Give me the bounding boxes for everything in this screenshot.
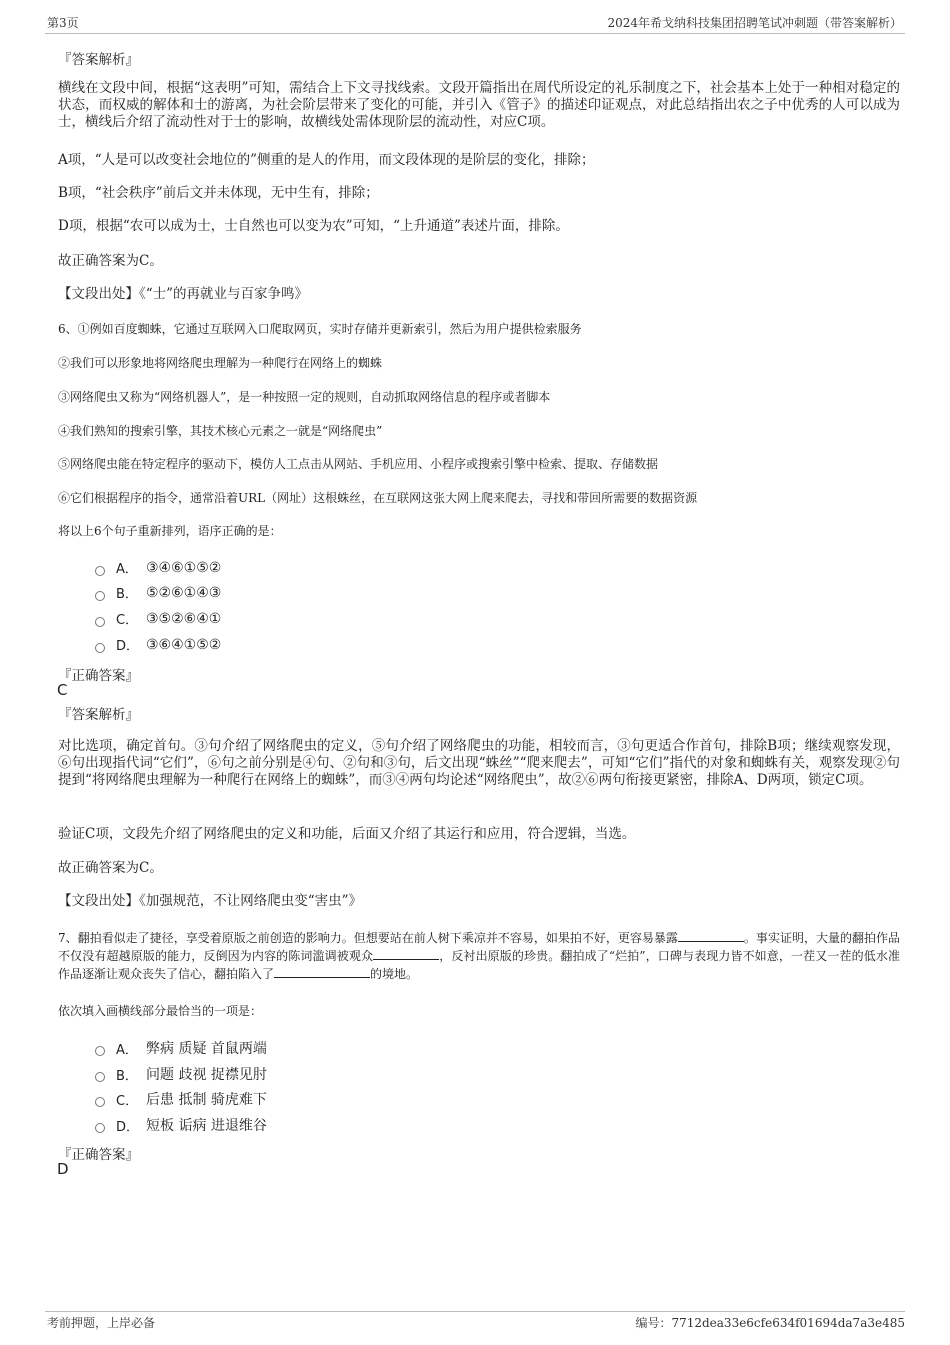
option-text: 后患 抵制 骑虎难下: [146, 1092, 267, 1108]
q6-sentence-5: ⑤网络爬虫能在特定程序的驱动下，模仿人工点击从网站、手机应用、小程序或搜索引擎中检索、提取、存储数据: [58, 457, 659, 471]
q6-answer: C: [57, 681, 68, 699]
q6-sentence-4: ④我们熟知的搜索引擎，其技术核心元素之一就是“网络爬虫”: [58, 424, 383, 438]
option-text: ③④⑥①⑤②: [146, 559, 222, 576]
q7-text-part-1: 7、翻拍看似走了捷径，享受着原版之前创造的影响力。但想要站在前人树下乘凉并不容易，如果拍不好，更容易暴露: [58, 931, 678, 945]
q5-option-b-note: B项，“社会秩序”前后文并未体现，无中生有，排除；: [58, 185, 379, 201]
radio-icon[interactable]: [95, 1097, 105, 1107]
q6-conclusion: 故正确答案为C。: [58, 860, 163, 876]
q6-option-a[interactable]: [95, 558, 221, 577]
option-text: ⑤②⑥①④③: [146, 584, 222, 601]
q7-answer: D: [57, 1160, 69, 1178]
q7-answer-label: 『正确答案』: [58, 1147, 139, 1163]
q6-analysis-label: 『答案解析』: [58, 707, 139, 723]
radio-icon[interactable]: [95, 1046, 105, 1056]
q7-prompt: 依次填入画横线部分最恰当的一项是：: [58, 1004, 263, 1018]
q7-question-text: [58, 929, 900, 983]
option-key: A．: [116, 1042, 138, 1058]
q6-source: 【文段出处】《加强规范，不让网络爬虫变“害虫”》: [58, 893, 363, 909]
q7-text-part-2: 。事实证明，大量的翻拍作品不仅没有超越原版的能力，反倒因为内容的陈词滥调被观众: [58, 931, 900, 963]
option-text: 短板 诟病 进退维谷: [146, 1118, 267, 1134]
radio-icon[interactable]: [95, 591, 105, 601]
q6-sentence-1: 6、①例如百度蜘蛛，它通过互联网入口爬取网页，实时存储并更新索引，然后为用户提供检索服务: [58, 322, 582, 336]
q6-sentence-2: ②我们可以形象地将网络爬虫理解为一种爬行在网络上的蜘蛛: [58, 356, 383, 370]
footer-slogan: 考前押题，上岸必备: [47, 1316, 156, 1330]
radio-icon[interactable]: [95, 566, 105, 576]
q7-text-part-3: ，反衬出原版的珍贵。翻拍成了“烂拍”，口碑与表现力皆不如意，一茬又一茬的低水准作品逐渐让观众丧失了信心，翻拍陷入了: [58, 949, 900, 981]
q6-sentence-6: ⑥它们根据程序的指令，通常沿着URL（网址）这根蛛丝，在互联网这张大网上爬来爬去，寻找和带回所需要的数据资源: [58, 491, 698, 505]
q6-verify: 验证C项，文段先介绍了网络爬虫的定义和功能，后面又介绍了其运行和应用，符合逻辑，当选。: [58, 826, 636, 842]
q5-source: 【文段出处】《“士”的再就业与百家争鸣》: [58, 286, 309, 302]
header-page-number: 第3页: [47, 16, 79, 30]
footer-document-code: 编号：7712dea33e6cfe634f01694da7a3e485: [635, 1316, 905, 1330]
option-key: B．: [116, 1068, 138, 1084]
header-document-title: 2024年希戈纳科技集团招聘笔试冲刺题（带答案解析）: [607, 16, 902, 30]
q5-conclusion: 故正确答案为C。: [58, 253, 163, 269]
option-key: C．: [116, 1093, 139, 1109]
q6-option-d[interactable]: [95, 635, 221, 654]
option-text: 弊病 质疑 首鼠两端: [146, 1041, 267, 1057]
option-key: D．: [116, 1119, 140, 1135]
radio-icon[interactable]: [95, 643, 105, 653]
q7-blank-1: [678, 929, 744, 942]
option-key: A．: [116, 562, 138, 577]
footer-divider: [45, 1311, 905, 1312]
q7-option-a[interactable]: [95, 1038, 267, 1058]
option-text: ③⑥④①⑤②: [146, 636, 222, 653]
q7-text-part-4: 的境地。: [370, 967, 419, 981]
q5-analysis-text: 横线在文段中间，根据“这表明”可知，需结合上下文寻找线索。文段开篇指出在周代所设定的礼乐制度之下，社会基本上处于一种相对稳定的状态，而权威的解体和士的游离，为社会阶层带来了变化的可能，并引入《管子》的描述印证观点，对此总结指出农之子中优秀的人可以成为士，横线后介绍了流动性对于士的影响，故横线处需体现阶层的流动性，对应C项。: [58, 80, 900, 130]
option-text: 问题 歧视 捉襟见肘: [146, 1067, 267, 1083]
header-divider: [45, 33, 905, 34]
q6-option-c[interactable]: [95, 609, 221, 628]
option-text: ③⑤②⑥④①: [146, 610, 222, 627]
radio-icon[interactable]: [95, 1123, 105, 1133]
q6-answer-label: 『正确答案』: [58, 668, 139, 684]
option-key: B．: [116, 587, 138, 602]
radio-icon[interactable]: [95, 1072, 105, 1082]
option-key: D．: [116, 639, 140, 654]
q7-option-d[interactable]: [95, 1115, 267, 1135]
q7-blank-3: [274, 965, 370, 978]
q5-option-a-note: A项，“人是可以改变社会地位的”侧重的是人的作用，而文段体现的是阶层的变化，排除；: [58, 152, 595, 168]
radio-icon[interactable]: [95, 617, 105, 627]
option-key: C．: [116, 613, 139, 628]
q7-blank-2: [373, 947, 439, 960]
q6-prompt: 将以上6个句子重新排列，语序正确的是：: [58, 524, 282, 538]
q6-analysis-text: 对比选项，确定首句。③句介绍了网络爬虫的定义，⑤句介绍了网络爬虫的功能，相较而言，③句更适合作首句，排除B项；继续观察发现，⑥句出现指代词“它们”，⑥句之前分别是④句、②句和③句，后文出现“蛛丝”“爬来爬去”，可知“它们”指代的对象和蜘蛛有关，观察发现②句提到“将网络爬虫理解为一种爬行在网络上的蜘蛛”，而③④两句均论述“网络爬虫”，故②⑥两句衔接更紧密，排除A、D两项，锁定C项。: [58, 738, 900, 788]
q6-sentence-3: ③网络爬虫又称为“网络机器人”，是一种按照一定的规则，自动抓取网络信息的程序或者脚本: [58, 390, 551, 404]
q6-option-b[interactable]: [95, 583, 221, 602]
q7-option-c[interactable]: [95, 1089, 267, 1109]
q7-option-b[interactable]: [95, 1064, 267, 1084]
q5-analysis-label: 『答案解析』: [58, 52, 139, 68]
q5-option-d-note: D项，根据“农可以成为士，士自然也可以变为农”可知，“上升通道”表述片面，排除。: [58, 218, 569, 234]
